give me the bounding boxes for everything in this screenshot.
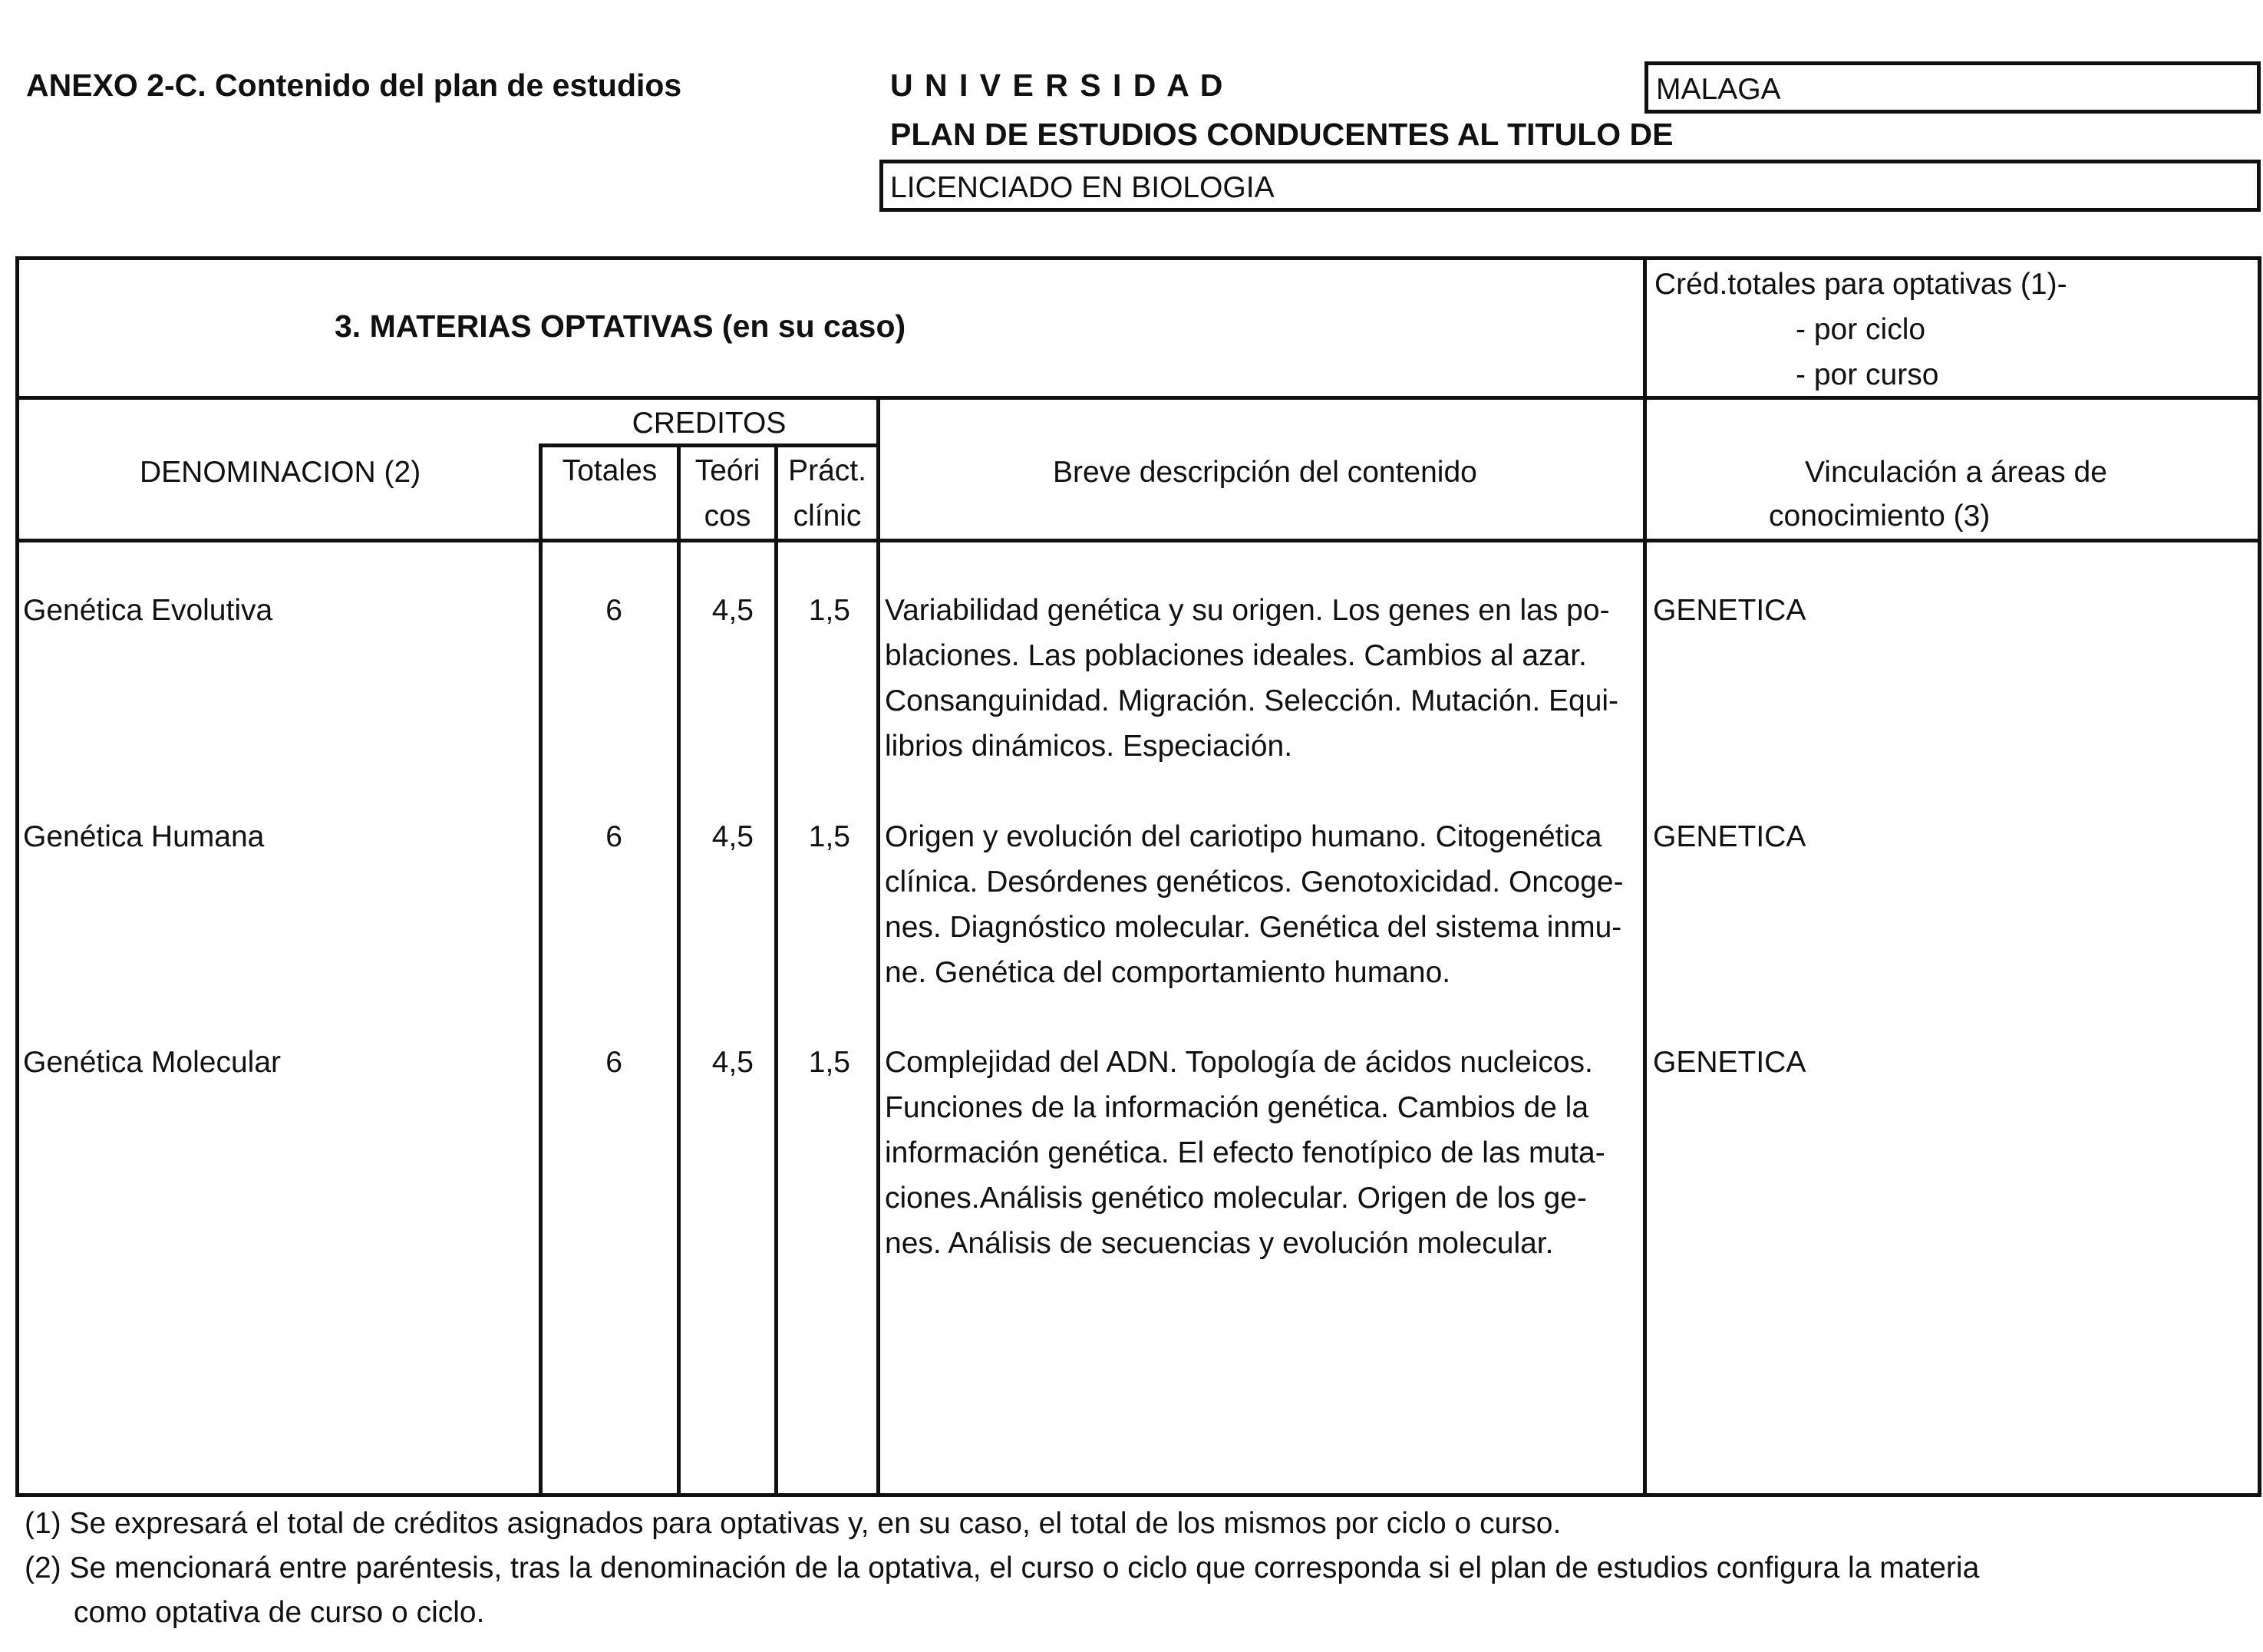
knowledge-area: GENETICA [1653, 820, 1806, 853]
description-line: Consanguinidad. Migración. Selección. Mutación. Equi- [885, 684, 1619, 717]
header-creditos: CREDITOS [632, 407, 787, 440]
footnote-2: (2) Se mencionará entre paréntesis, tras la denominación de la optativa, el curso o ciclo que corresponda si el plan de estudios configura la materia [25, 1551, 1980, 1584]
header-totales: Totales [562, 454, 658, 487]
description-line: ne. Genética del comportamiento humano. [885, 956, 1451, 989]
credits-practicos: 1,5 [808, 1046, 850, 1079]
university-label: U N I V E R S I D A D [890, 68, 1225, 103]
credits-teoricos: 4,5 [711, 594, 754, 627]
credits-practicos: 1,5 [808, 594, 850, 627]
header-vinculacion-2: conocimiento (3) [1769, 500, 1991, 533]
credits-totales: 6 [605, 594, 622, 627]
university-field [1644, 61, 2261, 114]
header-vinculacion-1: Vinculación a áreas de [1805, 456, 2107, 489]
subject-description [885, 814, 1624, 995]
credits-teoricos: 4,5 [711, 1046, 754, 1079]
credits-teoricos: 4,5 [711, 820, 754, 853]
knowledge-area: GENETICA [1653, 594, 1806, 627]
subject-name: Genética Molecular [23, 1046, 281, 1079]
degree-value: LICENCIADO EN BIOLOGIA [890, 171, 1275, 204]
footnote-1: (1) Se expresará el total de créditos asignados para optativas y, en su caso, el total de los mismos por ciclo o curso. [25, 1507, 1562, 1540]
description-line: Complejidad del ADN. Topología de ácidos nucleicos. [885, 1046, 1593, 1079]
subject-name: Genética Evolutiva [23, 594, 273, 627]
plan-label: PLAN DE ESTUDIOS CONDUCENTES AL TITULO DE [890, 117, 1674, 152]
table-rule-header [15, 539, 2261, 542]
header-teoricos-2: cos [704, 500, 751, 533]
description-line: nes. Diagnóstico molecular. Genética del sistema inmu- [885, 911, 1622, 944]
credits-total-per-cycle: - por ciclo [1796, 313, 1926, 346]
description-line: Funciones de la información genética. Cambios de la [885, 1091, 1589, 1124]
description-line: nes. Análisis de secuencias y evolución molecular. [885, 1227, 1554, 1260]
table-rule-descripcion [876, 396, 880, 1497]
description-line: librios dinámicos. Especiación. [885, 730, 1293, 763]
degree-field [879, 160, 2261, 212]
footnote-2-continuation: como optativa de curso o ciclo. [74, 1596, 485, 1629]
header-teoricos-1: Teóri [694, 454, 760, 487]
subject-name: Genética Humana [23, 820, 265, 853]
annex-title: ANEXO 2-C. Contenido del plan de estudios [26, 68, 682, 103]
description-line: Variabilidad genética y su origen. Los genes en las po- [885, 594, 1610, 627]
credits-practicos: 1,5 [808, 820, 850, 853]
credits-totales: 6 [605, 820, 622, 853]
credits-total-line1: Créd.totales para optativas (1)- [1654, 268, 2067, 301]
header-practicos-2: clínic [793, 500, 862, 533]
header-practicos-1: Práct. [788, 454, 866, 487]
subject-description [885, 588, 1618, 769]
credits-totales: 6 [605, 1046, 622, 1079]
table-rule-vinculacion [1643, 256, 1647, 1497]
knowledge-area: GENETICA [1653, 1046, 1806, 1079]
subject-description [885, 1040, 1605, 1266]
description-line: blaciones. Las poblaciones ideales. Cambios al azar. [885, 639, 1587, 672]
description-line: ciones.Análisis genético molecular. Origen de los ge- [885, 1182, 1587, 1215]
description-line: información genética. El efecto fenotípico de las muta- [885, 1136, 1605, 1169]
header-denominacion: DENOMINACION (2) [140, 456, 421, 489]
header-descripcion: Breve descripción del contenido [1053, 456, 1477, 489]
section-title: 3. MATERIAS OPTATIVAS (en su caso) [335, 308, 906, 344]
university-value: MALAGA [1656, 73, 1781, 106]
description-line: clínica. Desórdenes genéticos. Genotoxicidad. Oncoge- [885, 866, 1624, 899]
credits-total-per-course: - por curso [1796, 358, 1939, 391]
description-line: Origen y evolución del cariotipo humano. Citogenética [885, 820, 1602, 853]
